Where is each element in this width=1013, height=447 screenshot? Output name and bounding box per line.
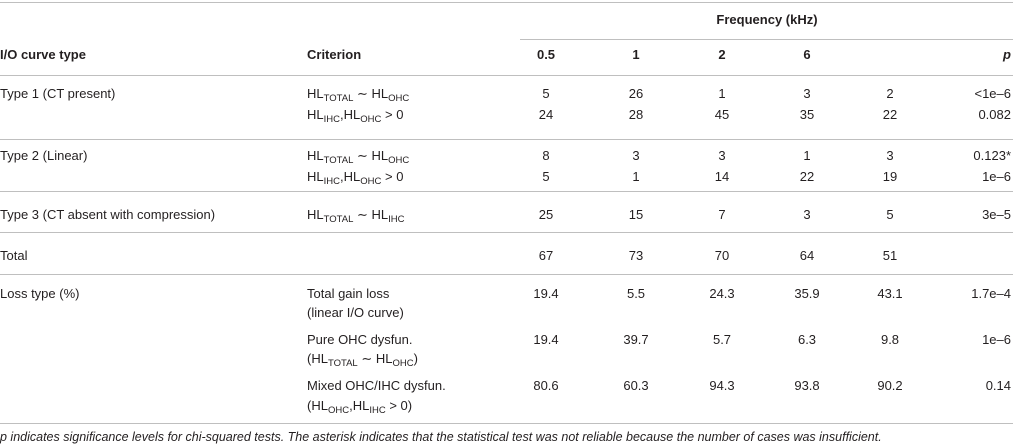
loss-type-label: Loss type (%) [0, 286, 80, 301]
pure-ohc-sublabel: ($HL_{TOTAL}$ ∼ $HL_{OHC}$) [307, 351, 418, 369]
table-cell-p: 1.7e–4 [971, 286, 1011, 301]
table-cell: 93.8 [794, 378, 820, 393]
table-cell: 28 [628, 107, 644, 122]
top-rule [0, 2, 1013, 3]
table-cell: 15 [628, 207, 644, 222]
table-cell: 60.3 [623, 378, 649, 393]
table-cell: 7 [718, 207, 726, 222]
type1-label: Type 1 (CT present) [0, 86, 116, 101]
table-cell: 9.8 [880, 332, 900, 347]
table-cell: 35.9 [794, 286, 820, 301]
table-cell: 64 [799, 248, 815, 263]
freq-header-0.5: 0.5 [536, 47, 556, 62]
row-rule-3 [0, 232, 1013, 233]
table-cell-p: <1e–6 [974, 86, 1011, 101]
table-cell: 6.3 [797, 332, 817, 347]
table-cell: 26 [628, 86, 644, 101]
total-gain-loss-sublabel: (linear I/O curve) [307, 305, 404, 320]
table-cell: 70 [714, 248, 730, 263]
table-cell: 19 [882, 169, 898, 184]
table-cell: 80.6 [533, 378, 559, 393]
table-cell: 19.4 [533, 286, 559, 301]
table-cell: 90.2 [877, 378, 903, 393]
type1-criterion-b: $HL_{IHC},HL_{OHC} > 0$ [307, 107, 404, 125]
table-cell: 24.3 [709, 286, 735, 301]
p-header: p [1003, 47, 1011, 62]
table-cell-p: 3e–5 [982, 207, 1011, 222]
table-cell: 1 [632, 169, 640, 184]
table-cell: 22 [882, 107, 898, 122]
mixed-ohc-ihc-sublabel: $(HL_{OHC},HL_{IHC} > 0)$ [307, 398, 413, 416]
table-cell: 3 [718, 148, 726, 163]
table-cell: 51 [882, 248, 898, 263]
freq-header-1: 1 [632, 47, 640, 62]
table-cell: 22 [799, 169, 815, 184]
type1-criterion-a: $HL_{TOTAL}$ ∼ $HL_{OHC}$ [307, 86, 410, 104]
frequency-group-header: Frequency (kHz) [716, 12, 818, 27]
type3-criterion-a: $HL_{TOTAL}$ ∼ $HL_{IHC}$ [307, 207, 405, 225]
table-cell: 5.5 [626, 286, 646, 301]
io-curve-type-header: I/O curve type [0, 47, 86, 62]
table-cell: 24 [538, 107, 554, 122]
table-cell: 1 [718, 86, 726, 101]
freq-header-2: 2 [718, 47, 726, 62]
table-cell: 45 [714, 107, 730, 122]
table-cell: 39.7 [623, 332, 649, 347]
mixed-ohc-ihc-label: Mixed OHC/IHC dysfun. [307, 378, 446, 393]
table-cell: 73 [628, 248, 644, 263]
table-footnote: p indicates significance levels for chi-squared tests. The asterisk indicates that the statistical test was not reliable because the number of cases was insufficient. [0, 430, 882, 444]
pure-ohc-label: Pure OHC dysfun. [307, 332, 413, 347]
table-cell: 8 [542, 148, 550, 163]
table-cell: 5 [542, 86, 550, 101]
type2-label: Type 2 (Linear) [0, 148, 88, 163]
total-label: Total [0, 248, 28, 263]
table-cell: 25 [538, 207, 554, 222]
criterion-header: Criterion [307, 47, 362, 62]
table-cell: 5 [886, 207, 894, 222]
table-cell: 94.3 [709, 378, 735, 393]
type2-criterion-b: $HL_{IHC},HL_{OHC} > 0$ [307, 169, 404, 187]
total-gain-loss-label: Total gain loss [307, 286, 390, 301]
row-rule-1 [0, 139, 1013, 140]
frequency-rule [520, 39, 1013, 40]
table-cell: 5 [542, 169, 550, 184]
table-cell-p: 0.14 [985, 378, 1011, 393]
row-rule-4 [0, 274, 1013, 275]
table-cell-p: 0.082 [978, 107, 1011, 122]
table-cell: 35 [799, 107, 815, 122]
type3-label: Type 3 (CT absent with compression) [0, 207, 216, 222]
table-cell-p: 1e–6 [982, 169, 1011, 184]
table-cell: 14 [714, 169, 730, 184]
table-cell: 3 [886, 148, 894, 163]
table-cell: 3 [803, 86, 811, 101]
table-cell: 3 [803, 207, 811, 222]
table-cell: 2 [886, 86, 894, 101]
table-cell: 43.1 [877, 286, 903, 301]
table-cell: 5.7 [712, 332, 732, 347]
table-cell-p: 1e–6 [982, 332, 1011, 347]
bottom-rule [0, 423, 1013, 424]
table-cell: 19.4 [533, 332, 559, 347]
table-cell: 3 [632, 148, 640, 163]
type2-criterion-a: $HL_{TOTAL}$ ∼ $HL_{OHC}$ [307, 148, 410, 166]
freq-header-4: 6 [803, 47, 811, 62]
table-cell-p: 0.123* [973, 148, 1011, 163]
header-rule [0, 75, 1013, 76]
table-cell: 1 [803, 148, 811, 163]
row-rule-2 [0, 191, 1013, 192]
table-cell: 67 [538, 248, 554, 263]
